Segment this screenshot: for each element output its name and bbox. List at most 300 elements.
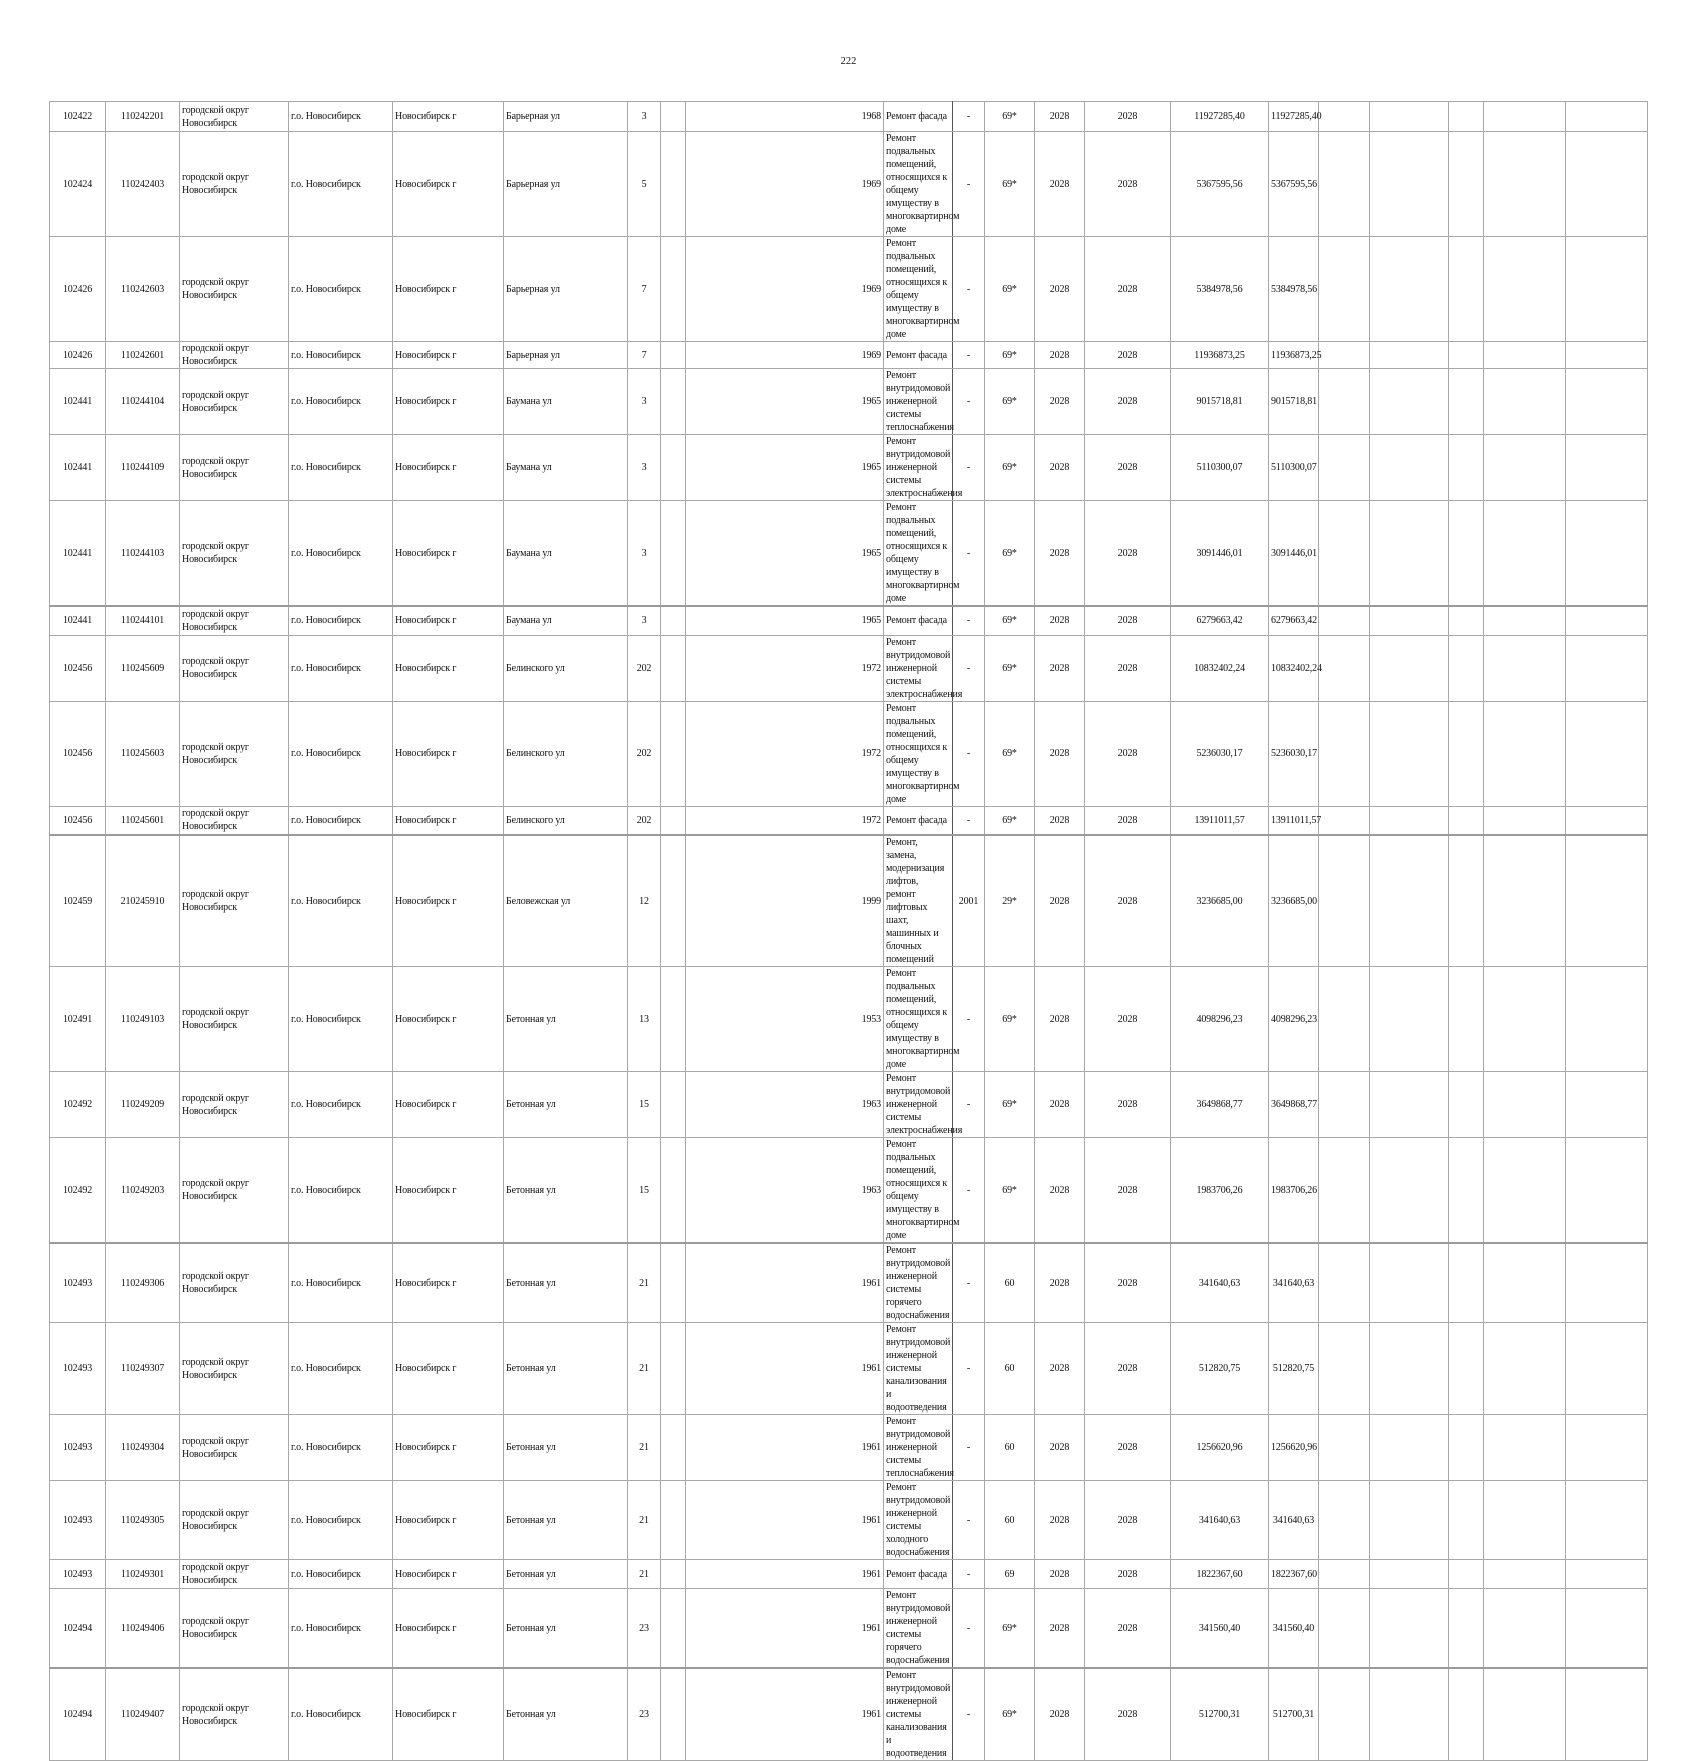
building-letter-cell [661, 1072, 686, 1138]
cost-total-cell: 11927285,40 [1171, 102, 1269, 132]
street-cell: Бетонная ул [504, 1243, 628, 1323]
city-cell: Новосибирск г [393, 1243, 504, 1323]
empty-cell [1370, 1072, 1449, 1138]
cost-fund-cell: 341640,63 [1269, 1481, 1319, 1560]
empty-cell [1370, 102, 1449, 132]
cost-total-cell: 1822367,60 [1171, 1560, 1269, 1589]
cost-fund-cell: 10832402,24 [1269, 635, 1319, 701]
table-row [50, 806, 1648, 835]
work-code-cell: 110244103 [106, 501, 180, 607]
last-repair-year-cell: - [953, 1072, 985, 1138]
municipality-cell: городской округ Новосибирск [180, 1415, 289, 1481]
plan-year-start-cell: 2028 [1035, 1243, 1085, 1323]
district-cell: г.о. Новосибирск [289, 435, 393, 501]
district-cell: г.о. Новосибирск [289, 701, 393, 806]
plan-year-end-cell: 2028 [1085, 132, 1171, 237]
city-cell: Новосибирск г [393, 835, 504, 967]
street-cell: Барьерная ул [504, 132, 628, 237]
year-built-cell: 1965 [686, 435, 884, 501]
empty-cell [1566, 1481, 1648, 1560]
empty-cell [1484, 369, 1566, 435]
work-code-cell: 110249406 [106, 1589, 180, 1669]
municipality-cell: городской округ Новосибирск [180, 835, 289, 967]
municipality-cell: городской округ Новосибирск [180, 1072, 289, 1138]
row-id-cell: 102441 [50, 501, 106, 607]
cost-total-cell: 3236685,00 [1171, 835, 1269, 967]
municipality-cell: городской округ Новосибирск [180, 501, 289, 607]
building-letter-cell [661, 369, 686, 435]
row-id-cell: 102491 [50, 967, 106, 1072]
house-number-cell: 15 [628, 1072, 661, 1138]
year-built-cell: 1961 [686, 1323, 884, 1415]
street-cell: Бетонная ул [504, 1668, 628, 1761]
last-repair-year-cell: - [953, 1560, 985, 1589]
empty-cell [1370, 1668, 1449, 1761]
last-repair-year-cell: - [953, 1415, 985, 1481]
city-cell: Новосибирск г [393, 369, 504, 435]
empty-cell [1370, 1138, 1449, 1244]
plan-year-start-cell: 2028 [1035, 342, 1085, 369]
wear-percent-cell: 69* [985, 435, 1035, 501]
row-id-cell: 102493 [50, 1481, 106, 1560]
empty-cell [1319, 606, 1370, 635]
house-number-cell: 21 [628, 1415, 661, 1481]
table-row [50, 1072, 1648, 1138]
municipality-cell: городской округ Новосибирск [180, 1589, 289, 1669]
capital-repair-table [49, 101, 1648, 1761]
cost-fund-cell: 13911011,57 [1269, 806, 1319, 835]
empty-cell [1319, 635, 1370, 701]
wear-percent-cell: 69* [985, 635, 1035, 701]
district-cell: г.о. Новосибирск [289, 1560, 393, 1589]
district-cell: г.о. Новосибирск [289, 1138, 393, 1244]
empty-cell [1484, 132, 1566, 237]
year-built-cell: 1969 [686, 342, 884, 369]
empty-cell [1449, 1589, 1484, 1669]
work-code-cell: 110244104 [106, 369, 180, 435]
empty-cell [1449, 1072, 1484, 1138]
building-letter-cell [661, 1323, 686, 1415]
cost-total-cell: 9015718,81 [1171, 369, 1269, 435]
house-number-cell: 21 [628, 1323, 661, 1415]
last-repair-year-cell: - [953, 1481, 985, 1560]
table-row [50, 701, 1648, 806]
work-type-cell: Ремонт фасада [884, 1560, 953, 1589]
cost-fund-cell: 3649868,77 [1269, 1072, 1319, 1138]
work-type-cell: Ремонт подвальных помещений, относящихся к общему имуществу в многоквартирном доме [884, 237, 953, 342]
municipality-cell: городской округ Новосибирск [180, 102, 289, 132]
table-row [50, 1560, 1648, 1589]
municipality-cell: городской округ Новосибирск [180, 806, 289, 835]
house-number-cell: 3 [628, 606, 661, 635]
city-cell: Новосибирск г [393, 435, 504, 501]
house-number-cell: 7 [628, 342, 661, 369]
empty-cell [1484, 1589, 1566, 1669]
year-built-cell: 1961 [686, 1668, 884, 1761]
district-cell: г.о. Новосибирск [289, 1323, 393, 1415]
empty-cell [1484, 635, 1566, 701]
street-cell: Барьерная ул [504, 342, 628, 369]
street-cell: Бетонная ул [504, 967, 628, 1072]
work-code-cell: 110249203 [106, 1138, 180, 1244]
empty-cell [1566, 237, 1648, 342]
work-code-cell: 110249304 [106, 1415, 180, 1481]
table-row [50, 835, 1648, 967]
empty-cell [1319, 1589, 1370, 1669]
row-id-cell: 102493 [50, 1243, 106, 1323]
municipality-cell: городской округ Новосибирск [180, 1243, 289, 1323]
empty-cell [1449, 1415, 1484, 1481]
page-number: 222 [840, 56, 857, 67]
empty-cell [1449, 635, 1484, 701]
row-id-cell: 102492 [50, 1138, 106, 1244]
empty-cell [1484, 1323, 1566, 1415]
wear-percent-cell: 69* [985, 1589, 1035, 1669]
building-letter-cell [661, 501, 686, 607]
plan-year-end-cell: 2028 [1085, 835, 1171, 967]
plan-year-start-cell: 2028 [1035, 1668, 1085, 1761]
last-repair-year-cell: - [953, 102, 985, 132]
empty-cell [1566, 501, 1648, 607]
row-id-cell: 102426 [50, 237, 106, 342]
wear-percent-cell: 69* [985, 132, 1035, 237]
plan-year-end-cell: 2028 [1085, 1560, 1171, 1589]
cost-total-cell: 13911011,57 [1171, 806, 1269, 835]
plan-year-start-cell: 2028 [1035, 501, 1085, 607]
municipality-cell: городской округ Новосибирск [180, 237, 289, 342]
work-code-cell: 110242601 [106, 342, 180, 369]
empty-cell [1566, 701, 1648, 806]
plan-year-end-cell: 2028 [1085, 806, 1171, 835]
street-cell: Белинского ул [504, 701, 628, 806]
street-cell: Белинского ул [504, 806, 628, 835]
building-letter-cell [661, 1560, 686, 1589]
empty-cell [1449, 102, 1484, 132]
row-id-cell: 102492 [50, 1072, 106, 1138]
empty-cell [1484, 237, 1566, 342]
city-cell: Новосибирск г [393, 806, 504, 835]
table-row [50, 102, 1648, 132]
empty-cell [1566, 369, 1648, 435]
empty-cell [1449, 342, 1484, 369]
table-row [50, 1138, 1648, 1244]
district-cell: г.о. Новосибирск [289, 1668, 393, 1761]
municipality-cell: городской округ Новосибирск [180, 635, 289, 701]
cost-fund-cell: 5384978,56 [1269, 237, 1319, 342]
building-letter-cell [661, 701, 686, 806]
street-cell: Бетонная ул [504, 1323, 628, 1415]
work-code-cell: 110242201 [106, 102, 180, 132]
empty-cell [1484, 606, 1566, 635]
cost-total-cell: 5367595,56 [1171, 132, 1269, 237]
table-row [50, 132, 1648, 237]
empty-cell [1449, 1323, 1484, 1415]
city-cell: Новосибирск г [393, 701, 504, 806]
cost-total-cell: 3649868,77 [1171, 1072, 1269, 1138]
building-letter-cell [661, 102, 686, 132]
work-type-cell: Ремонт подвальных помещений, относящихся к общему имуществу в многоквартирном доме [884, 701, 953, 806]
empty-cell [1566, 806, 1648, 835]
row-id-cell: 102459 [50, 835, 106, 967]
municipality-cell: городской округ Новосибирск [180, 701, 289, 806]
empty-cell [1449, 1481, 1484, 1560]
wear-percent-cell: 69* [985, 1668, 1035, 1761]
work-type-cell: Ремонт внутридомовой инженерной системы канализования и водоотведения [884, 1323, 953, 1415]
empty-cell [1319, 132, 1370, 237]
plan-year-end-cell: 2028 [1085, 701, 1171, 806]
work-code-cell: 110249103 [106, 967, 180, 1072]
cost-fund-cell: 5236030,17 [1269, 701, 1319, 806]
house-number-cell: 5 [628, 132, 661, 237]
row-id-cell: 102493 [50, 1415, 106, 1481]
empty-cell [1449, 806, 1484, 835]
empty-cell [1484, 1415, 1566, 1481]
empty-cell [1319, 1072, 1370, 1138]
cost-fund-cell: 11936873,25 [1269, 342, 1319, 369]
street-cell: Бетонная ул [504, 1138, 628, 1244]
empty-cell [1566, 635, 1648, 701]
empty-cell [1370, 435, 1449, 501]
house-number-cell: 23 [628, 1668, 661, 1761]
empty-cell [1319, 342, 1370, 369]
work-code-cell: 110244109 [106, 435, 180, 501]
cost-total-cell: 5110300,07 [1171, 435, 1269, 501]
building-letter-cell [661, 132, 686, 237]
district-cell: г.о. Новосибирск [289, 1415, 393, 1481]
house-number-cell: 3 [628, 501, 661, 607]
city-cell: Новосибирск г [393, 1668, 504, 1761]
street-cell: Бетонная ул [504, 1589, 628, 1669]
table-row [50, 237, 1648, 342]
district-cell: г.о. Новосибирск [289, 1243, 393, 1323]
plan-year-start-cell: 2028 [1035, 1072, 1085, 1138]
empty-cell [1566, 1072, 1648, 1138]
street-cell: Барьерная ул [504, 102, 628, 132]
municipality-cell: городской округ Новосибирск [180, 967, 289, 1072]
empty-cell [1566, 967, 1648, 1072]
plan-year-end-cell: 2028 [1085, 369, 1171, 435]
street-cell: Баумана ул [504, 501, 628, 607]
plan-year-start-cell: 2028 [1035, 1589, 1085, 1669]
cost-fund-cell: 1822367,60 [1269, 1560, 1319, 1589]
empty-cell [1319, 1560, 1370, 1589]
empty-cell [1566, 1323, 1648, 1415]
work-code-cell: 110242603 [106, 237, 180, 342]
wear-percent-cell: 69* [985, 701, 1035, 806]
building-letter-cell [661, 1415, 686, 1481]
plan-year-start-cell: 2028 [1035, 1481, 1085, 1560]
building-letter-cell [661, 342, 686, 369]
last-repair-year-cell: - [953, 342, 985, 369]
building-letter-cell [661, 806, 686, 835]
plan-year-end-cell: 2028 [1085, 1415, 1171, 1481]
empty-cell [1319, 501, 1370, 607]
city-cell: Новосибирск г [393, 1589, 504, 1669]
table-row [50, 1668, 1648, 1761]
city-cell: Новосибирск г [393, 102, 504, 132]
work-type-cell: Ремонт фасада [884, 342, 953, 369]
building-letter-cell [661, 835, 686, 967]
work-code-cell: 110249306 [106, 1243, 180, 1323]
cost-total-cell: 5236030,17 [1171, 701, 1269, 806]
house-number-cell: 15 [628, 1138, 661, 1244]
cost-total-cell: 512700,31 [1171, 1668, 1269, 1761]
last-repair-year-cell: - [953, 435, 985, 501]
city-cell: Новосибирск г [393, 342, 504, 369]
street-cell: Баумана ул [504, 435, 628, 501]
year-built-cell: 1963 [686, 1072, 884, 1138]
cost-fund-cell: 1983706,26 [1269, 1138, 1319, 1244]
cost-total-cell: 341640,63 [1171, 1243, 1269, 1323]
last-repair-year-cell: - [953, 1243, 985, 1323]
wear-percent-cell: 69* [985, 237, 1035, 342]
work-code-cell: 110245601 [106, 806, 180, 835]
cost-total-cell: 6279663,42 [1171, 606, 1269, 635]
empty-cell [1370, 501, 1449, 607]
empty-cell [1484, 701, 1566, 806]
plan-year-end-cell: 2028 [1085, 501, 1171, 607]
plan-year-end-cell: 2028 [1085, 237, 1171, 342]
table-row [50, 635, 1648, 701]
row-id-cell: 102441 [50, 606, 106, 635]
district-cell: г.о. Новосибирск [289, 1589, 393, 1669]
work-type-cell: Ремонт подвальных помещений, относящихся к общему имуществу в многоквартирном доме [884, 132, 953, 237]
wear-percent-cell: 60 [985, 1243, 1035, 1323]
cost-total-cell: 341560,40 [1171, 1589, 1269, 1669]
year-built-cell: 1965 [686, 606, 884, 635]
last-repair-year-cell: - [953, 1323, 985, 1415]
empty-cell [1566, 132, 1648, 237]
last-repair-year-cell: - [953, 1138, 985, 1244]
city-cell: Новосибирск г [393, 1323, 504, 1415]
empty-cell [1484, 501, 1566, 607]
building-letter-cell [661, 635, 686, 701]
empty-cell [1449, 835, 1484, 967]
wear-percent-cell: 60 [985, 1415, 1035, 1481]
work-code-cell: 110245609 [106, 635, 180, 701]
empty-cell [1319, 1323, 1370, 1415]
building-letter-cell [661, 1138, 686, 1244]
work-code-cell: 110249209 [106, 1072, 180, 1138]
empty-cell [1319, 102, 1370, 132]
municipality-cell: городской округ Новосибирск [180, 1481, 289, 1560]
plan-year-end-cell: 2028 [1085, 967, 1171, 1072]
cost-total-cell: 11936873,25 [1171, 342, 1269, 369]
street-cell: Бетонная ул [504, 1415, 628, 1481]
district-cell: г.о. Новосибирск [289, 1481, 393, 1560]
building-letter-cell [661, 1481, 686, 1560]
plan-year-end-cell: 2028 [1085, 1323, 1171, 1415]
empty-cell [1484, 102, 1566, 132]
last-repair-year-cell: - [953, 606, 985, 635]
municipality-cell: городской округ Новосибирск [180, 1560, 289, 1589]
work-code-cell: 110249305 [106, 1481, 180, 1560]
empty-cell [1319, 369, 1370, 435]
plan-year-start-cell: 2028 [1035, 635, 1085, 701]
street-cell: Белинского ул [504, 635, 628, 701]
work-type-cell: Ремонт фасада [884, 102, 953, 132]
last-repair-year-cell: - [953, 701, 985, 806]
work-code-cell: 110242403 [106, 132, 180, 237]
building-letter-cell [661, 1668, 686, 1761]
empty-cell [1319, 1243, 1370, 1323]
house-number-cell: 23 [628, 1589, 661, 1669]
last-repair-year-cell: - [953, 501, 985, 607]
table-row [50, 501, 1648, 607]
empty-cell [1370, 606, 1449, 635]
street-cell: Баумана ул [504, 606, 628, 635]
cost-fund-cell: 341560,40 [1269, 1589, 1319, 1669]
house-number-cell: 202 [628, 635, 661, 701]
empty-cell [1370, 835, 1449, 967]
row-id-cell: 102456 [50, 806, 106, 835]
wear-percent-cell: 60 [985, 1323, 1035, 1415]
empty-cell [1566, 1668, 1648, 1761]
district-cell: г.о. Новосибирск [289, 606, 393, 635]
work-type-cell: Ремонт фасада [884, 806, 953, 835]
row-id-cell: 102456 [50, 701, 106, 806]
city-cell: Новосибирск г [393, 1138, 504, 1244]
empty-cell [1370, 132, 1449, 237]
city-cell: Новосибирск г [393, 1481, 504, 1560]
house-number-cell: 21 [628, 1243, 661, 1323]
year-built-cell: 1961 [686, 1415, 884, 1481]
plan-year-end-cell: 2028 [1085, 1138, 1171, 1244]
work-type-cell: Ремонт внутридомовой инженерной системы теплоснабжения [884, 369, 953, 435]
empty-cell [1319, 1415, 1370, 1481]
empty-cell [1449, 369, 1484, 435]
empty-cell [1484, 435, 1566, 501]
plan-year-start-cell: 2028 [1035, 237, 1085, 342]
empty-cell [1566, 606, 1648, 635]
table-row [50, 1415, 1648, 1481]
work-type-cell: Ремонт фасада [884, 606, 953, 635]
last-repair-year-cell: - [953, 967, 985, 1072]
empty-cell [1449, 1243, 1484, 1323]
work-type-cell: Ремонт подвальных помещений, относящихся к общему имуществу в многоквартирном доме [884, 1138, 953, 1244]
cost-total-cell: 1983706,26 [1171, 1138, 1269, 1244]
empty-cell [1484, 835, 1566, 967]
empty-cell [1449, 1138, 1484, 1244]
plan-year-start-cell: 2028 [1035, 1415, 1085, 1481]
cost-total-cell: 1256620,96 [1171, 1415, 1269, 1481]
empty-cell [1449, 967, 1484, 1072]
plan-year-start-cell: 2028 [1035, 835, 1085, 967]
work-type-cell: Ремонт подвальных помещений, относящихся к общему имуществу в многоквартирном доме [884, 501, 953, 607]
plan-year-start-cell: 2028 [1035, 132, 1085, 237]
house-number-cell: 21 [628, 1560, 661, 1589]
empty-cell [1370, 342, 1449, 369]
street-cell: Бетонная ул [504, 1560, 628, 1589]
row-id-cell: 102441 [50, 369, 106, 435]
plan-year-start-cell: 2028 [1035, 1138, 1085, 1244]
street-cell: Баумана ул [504, 369, 628, 435]
empty-cell [1370, 237, 1449, 342]
work-type-cell: Ремонт внутридомовой инженерной системы электроснабжения [884, 435, 953, 501]
work-type-cell: Ремонт внутридомовой инженерной системы горячего водоснабжения [884, 1243, 953, 1323]
district-cell: г.о. Новосибирск [289, 369, 393, 435]
last-repair-year-cell: - [953, 806, 985, 835]
empty-cell [1370, 806, 1449, 835]
empty-cell [1566, 102, 1648, 132]
wear-percent-cell: 29* [985, 835, 1035, 967]
year-built-cell: 1972 [686, 701, 884, 806]
last-repair-year-cell: - [953, 369, 985, 435]
table-row [50, 606, 1648, 635]
empty-cell [1484, 1481, 1566, 1560]
city-cell: Новосибирск г [393, 501, 504, 607]
municipality-cell: городской округ Новосибирск [180, 1668, 289, 1761]
